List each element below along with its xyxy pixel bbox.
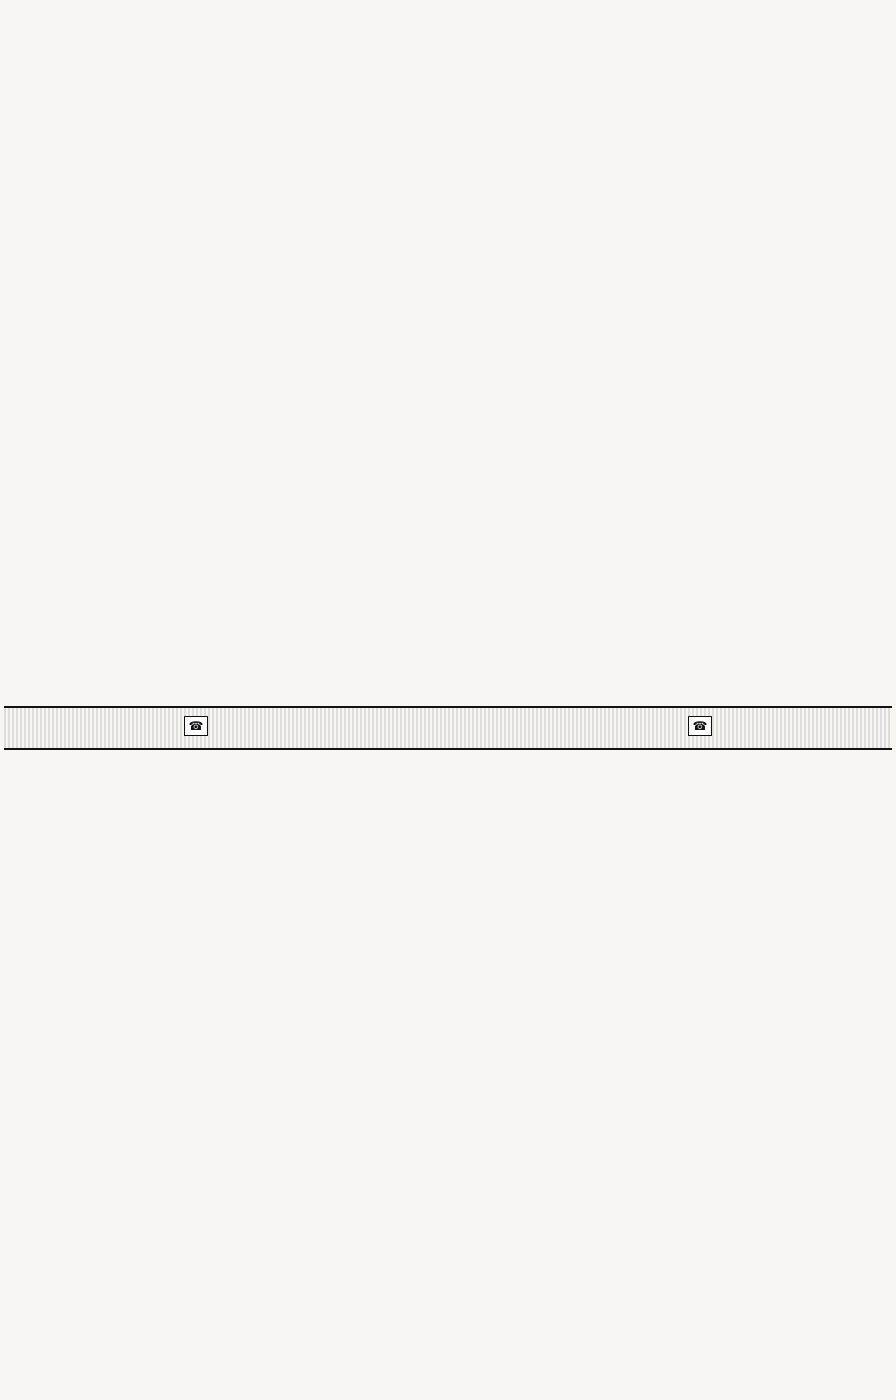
help-wanted-section xyxy=(4,16,892,704)
telephone-icon: ☎ xyxy=(688,716,712,736)
service-guide-section xyxy=(4,748,892,1396)
service-guide-banner xyxy=(4,706,892,750)
masthead xyxy=(4,2,892,16)
telephone-icon: ☎ xyxy=(184,716,208,736)
